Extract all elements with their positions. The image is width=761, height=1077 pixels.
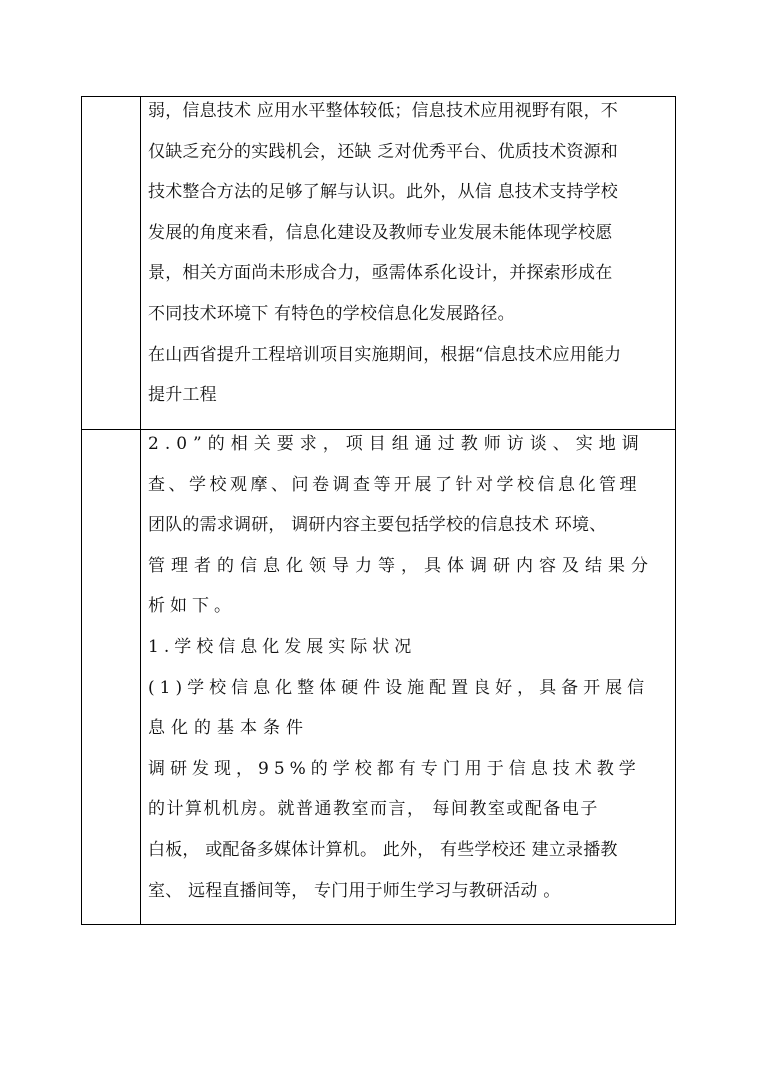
table-row-1	[81, 96, 676, 430]
text-line: 弱，信息技术 应用水平整体较低；信息技术应用视野有限，不	[148, 101, 619, 121]
text-line: 仅缺乏充分的实践机会，还缺 乏对优秀平台、优质技术资源和	[148, 141, 619, 162]
text-line: 息化的基本条件	[148, 718, 309, 739]
text-line: 不同技术环境下 有特色的学校信息化发展路径。	[148, 303, 515, 324]
row-1-content-cell	[148, 91, 667, 416]
text-line: 1.学校信息化发展实际状况	[148, 636, 417, 657]
text-line: 析如下。	[148, 596, 236, 617]
text-line: 提升工程	[148, 385, 217, 406]
text-line: 发展的角度来看，信息化建设及教师专业发展未能体现学校愿	[148, 222, 613, 243]
text-line: 景，相关方面尚未形成合力，亟需体系化设计，并探索形成在	[148, 263, 613, 284]
text-line: 技术整合方法的足够了解与认识。此外，从信 息技术支持学校	[148, 182, 619, 203]
text-line: 调研发现，95%的学校都有专门用于信息技术教学	[148, 758, 641, 779]
table-row-2	[81, 429, 676, 925]
text-line: (1)学校信息化整体硬件设施配置良好，具备开展信	[148, 677, 650, 698]
text-line: 在山西省提升工程培训项目实施期间，根据“信息技术应用能力	[148, 344, 622, 365]
text-line: 团队的需求调研， 调研内容主要包括学校的信息技术 环境、	[148, 515, 607, 536]
column-divider	[140, 430, 141, 924]
text-line: 2.0”的相关要求，项目组通过教师访谈、实地调	[148, 434, 645, 454]
text-line: 白板， 或配备多媒体计算机。 此外， 有些学校还 建立录播教	[148, 839, 618, 860]
text-line: 室、 远程直播间等， 专门用于师生学习与教研活动 。	[148, 880, 561, 901]
row-2-content-cell	[148, 424, 667, 911]
text-line: 的计算机机房。就普通教室而言， 每间教室或配备电子	[148, 799, 599, 820]
text-line: 查、学校观摩、问卷调查等开展了针对学校信息化管理	[148, 474, 640, 495]
text-line: 管理者的信息化领导力等，具体调研内容及结果分	[148, 555, 654, 576]
column-divider	[140, 97, 141, 429]
